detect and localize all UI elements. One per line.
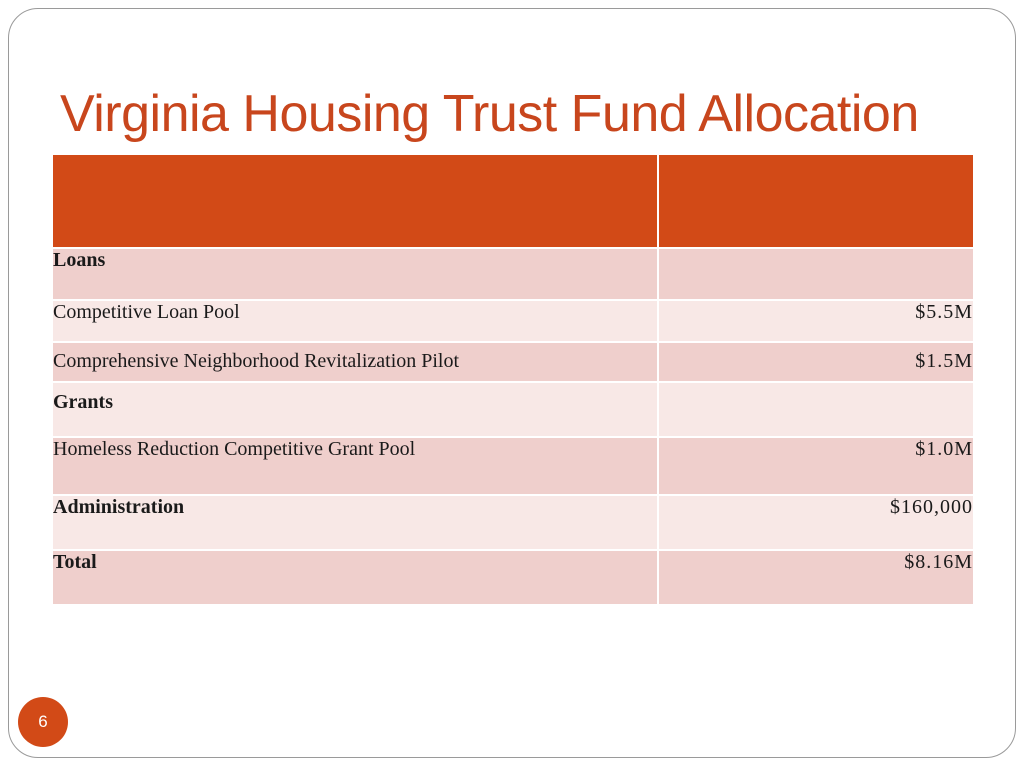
row-value xyxy=(658,382,974,437)
row-label: Comprehensive Neighborhood Revitalization Pilot xyxy=(52,342,658,382)
table-row-administration xyxy=(52,495,974,550)
table-row-grants xyxy=(52,382,974,437)
row-label: Grants xyxy=(52,382,658,437)
page-number-badge: 6 xyxy=(18,697,68,747)
row-label: Total xyxy=(52,550,658,605)
table-header-row xyxy=(52,154,974,248)
row-value xyxy=(658,248,974,300)
table-row xyxy=(52,300,974,342)
row-label: Homeless Reduction Competitive Grant Pool xyxy=(52,437,658,495)
row-label: Loans xyxy=(52,248,658,300)
row-value: $160,000 xyxy=(658,495,974,550)
row-label: Competitive Loan Pool xyxy=(52,300,658,342)
table-header-cell xyxy=(52,154,658,248)
slide-title: Virginia Housing Trust Fund Allocation xyxy=(60,85,919,143)
table-row-loans xyxy=(52,248,974,300)
row-value: $1.0M xyxy=(658,437,974,495)
row-label: Administration xyxy=(52,495,658,550)
table-row xyxy=(52,437,974,495)
row-value: $5.5M xyxy=(658,300,974,342)
table-header-cell xyxy=(658,154,974,248)
table-row xyxy=(52,342,974,382)
allocation-table xyxy=(51,153,975,606)
table-row-total xyxy=(52,550,974,605)
row-value: $8.16M xyxy=(658,550,974,605)
row-value: $1.5M xyxy=(658,342,974,382)
